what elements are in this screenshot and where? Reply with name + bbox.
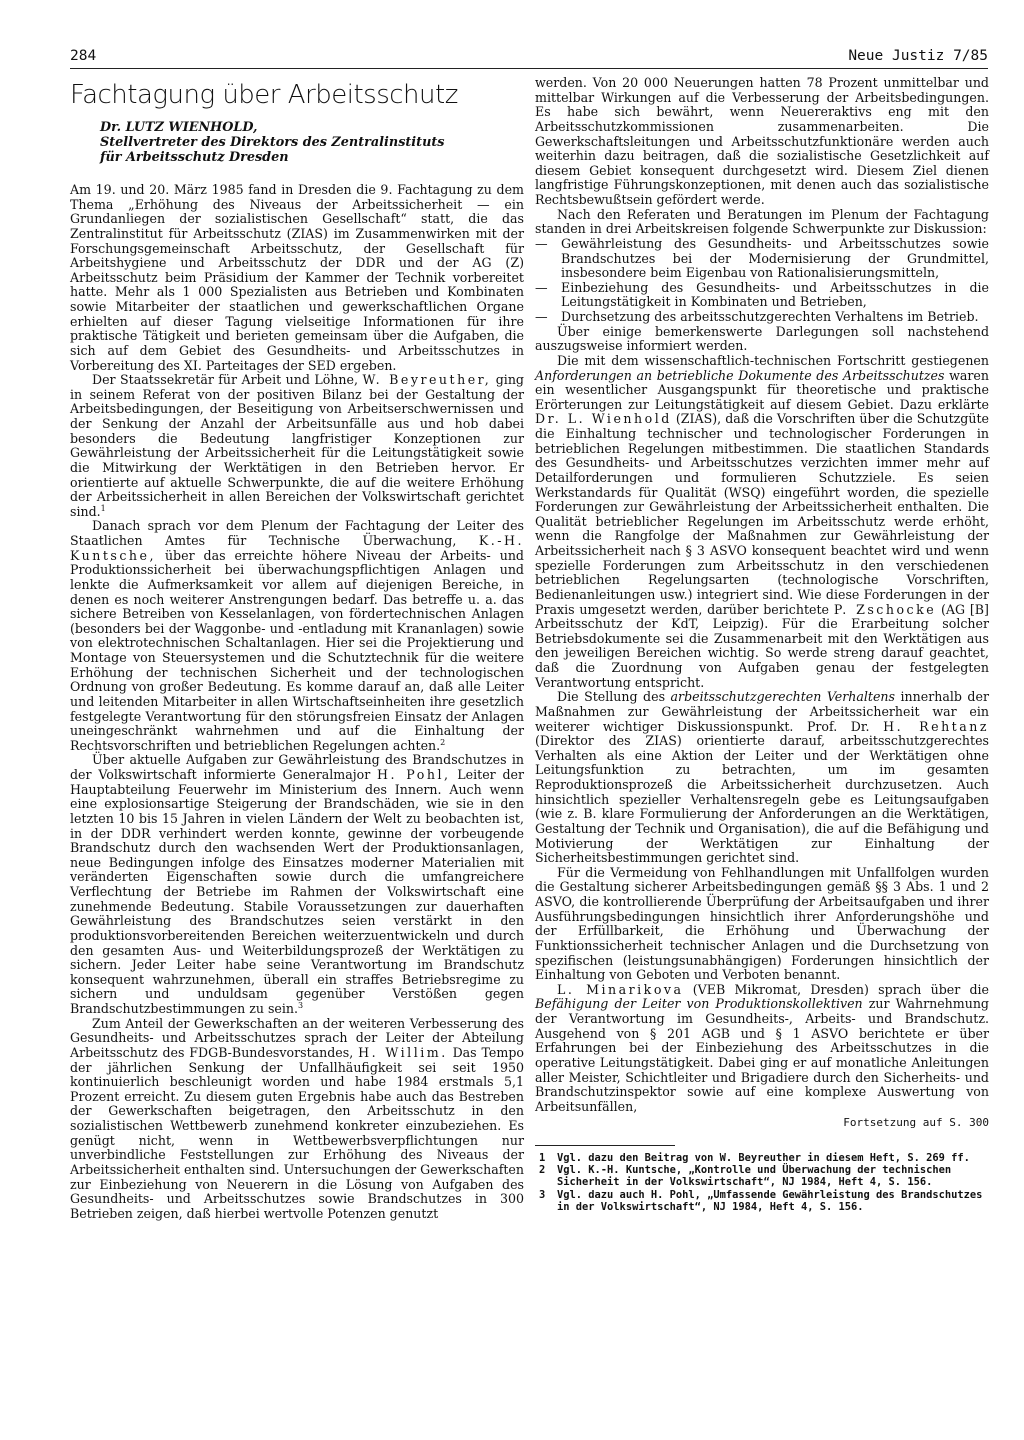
text-run: Die Stellung des	[557, 689, 666, 705]
text-run: Zum Anteil der Gewerkschaften an der weiteren Verbesserung des Gesundheits- und Arbeitsschutzes sprach der Leiter der Abteilung Arbeitsschutz des FDGB-Bundesvorstandes,	[70, 1015, 524, 1060]
footnote	[535, 1152, 989, 1164]
paragraph: Am 19. und 20. März 1985 fand in Dresden die 9. Fachtagung zu dem Thema „Erhöhung des Niveaus der Arbeitssicherheit — ein Grundanliegen der sozialistischen Gesellschaft“ statt, die das Zentralinstitut für Arbeitsschutz (ZIAS) im Zusammenwirken mit der Forschungsgemeinschaft Arbeitsschutz, der Gesellschaft für Arbeitshygiene und Arbeitsschutz der DDR und der AG (Z) Arbeitsschutz beim Präsidium der Kammer der Technik vorbereitet hatte. Mehr als 1 000 Spezialisten aus Betrieben und Kombinaten sowie Mitarbeiter der staatlichen und gewerkschaftlichen Organe erhielten auf dieser Tagung vielseitige Informationen für ihre praktische Tätigkeit und berieten gemeinsam über die Aufgaben, die sich auf dem Gebiet des Gesundheits- und Arbeitsschutzes in Vorbereitung des XI. Parteitages der SED ergeben.	[70, 182, 524, 373]
left-column	[70, 76, 524, 1221]
topic-list	[535, 237, 989, 325]
text-run: Das Tempo der jährlichen Senkung der Unfallhäufigkeit sei seit 1950 kontinuierlich beschleunigt worden und habe 1984 erstmals 5,1 Prozent erreicht. Zu diesem guten Ergebnis habe auch das Bestreben der Gewerkschaften beigetragen, den Arbeitsschutz in den sozialistischen Wettbewerb zunehmend konkreter einzubeziehen. Es genügt nicht, wenn in Wettbewerbsverpflichtungen nur unverbindliche Feststellungen zur Erhöhung des Niveaus der Arbeitssicherheit enthalten sind. Untersuchungen der Gewerkschaften zur Einbeziehung von Neuerern in die Lösung von Aufgaben des Gesundheits- und Arbeitsschutzes sowie Brandschutzes in 300 Betrieben zeigen, daß hierbei wertvolle Potenzen genutzt	[70, 1044, 524, 1221]
paragraph: Für die Vermeidung von Fehlhandlungen mit Unfallfolgen wurden die Gestaltung sicherer Arbeitsbedingungen gemäß §§ 3 Abs. 1 und 2 ASVO, die kontrollierende Überprüfung der Arbeitsaufgaben und ihrer Ausführungsbedingungen hinsichtlich ihrer Anforderungshöhe und der Erfüllbarkeit, die Erhöhung und Überwachung der Funktionssicherheit technischer Anlagen und die Durchsetzung von spezifischen (leistungsunabhängigen) Forderungen hinsichtlich der Einhaltung von Geboten und Verboten benannt.	[535, 864, 989, 983]
author-position: Stellvertreter des Direktors des Zentralinstituts	[100, 135, 445, 150]
right-column	[535, 76, 989, 1213]
footnote-text: Vgl. K.-H. Kuntsche, „Kontrolle und Überwachung der technischen Sicherheit in der Volkswirtschaft“, NJ 1984, Heft 4, S. 156.	[557, 1164, 952, 1189]
person-name: P. Zschocke	[833, 601, 937, 617]
text-run: (ZIAS), daß die Vorschriften über die Schutzgüte die Einhaltung technischer und technologischer Forderungen in betrieblichen Regelungen mitbestimmen. Die staatlichen Standards des Gesundheits- und Arbeitsschutzes verzichten immer mehr auf Detailforderungen und formulieren Schutzziele. Es seien Werkstandards für Qualität (WSQ) eingeführt worden, die spezielle Forderungen zur Gewährleistung der Arbeitssicherheit enthalten. Die Qualität betrieblicher Regelungen im Arbeitsschutz werde erhöht, wenn die Rangfolge der Maßnahmen zur Gewährleistung der Arbeitssicherheit nach § 3 ASVO konsequent beachtet wird und wenn spezielle Forderungen zum Arbeitsschutz in den verschiedenen betrieblichen Regelungsarten (technologische Vorschriften, Bedienanleitungen usw.) integriert sind. Wie diese Forderungen in der Praxis umgesetzt werden, darüber berichtete	[535, 411, 989, 617]
paragraph	[70, 753, 524, 1016]
journal-issue: Neue Justiz 7/85	[848, 48, 988, 64]
footnote-text: Vgl. dazu den Beitrag von W. Beyreuther in diesem Heft, S. 269 ff.	[557, 1152, 970, 1164]
text-run: innerhalb der Maßnahmen zur Gewährleistung der Arbeitssicherheit war ein weiterer wichtiger Diskussionspunkt. Prof. Dr.	[535, 689, 989, 734]
person-name: H. Pohl,	[377, 767, 451, 782]
text-run: zur Wahrnehmung der Verantwortung im Gesundheits-, Arbeits- und Brandschutz. Ausgehend von § 201 AGB und § 1 ASVO berichtete er über Erfahrungen bei der Einbeziehung des Arbeitsschutzes in die operative Leitungstätigkeit. Dabei ging er auf monatliche Anleitungen aller Meister, Schichtleiter und Brigadiere durch den Sicherheits- und Brandschutzinspektor sowie auf eine komplexe Auswertung von Arbeitsunfällen,	[535, 996, 989, 1114]
dash-marker: —	[535, 235, 548, 251]
footnote-number: 3	[539, 1188, 546, 1201]
author-institution: für Arbeitsschutz Dresden	[100, 150, 289, 165]
dash-marker: —	[535, 279, 548, 295]
paragraph: Nach den Referaten und Beratungen im Plenum der Fachtagung standen in drei Arbeitskreisen folgende Schwerpunkte zur Diskussion:	[535, 206, 989, 237]
paragraph: werden. Von 20 000 Neuerungen hatten 78 Prozent unmittelbar und mittelbar Wirkungen auf die Verbesserung der Arbeitsbedingungen. Es habe sich bewährt, wenn Neuereraktivs eng mit den Arbeitsschutzkommissionen zusammenarbeiten. Die Gewerkschaftsleitungen und Arbeitsschutzfunktionäre werden auch weiterhin dazu beitragen, daß die sozialistische Gesetzlichkeit auf diesem Gebiet konsequent durchgesetzt wird. Diesem Ziel dienen langfristige Führungskonzeptionen, mit denen auch das sozialistische Rechtsbewußtsein gefördert werde.	[535, 75, 989, 207]
paragraph	[70, 519, 524, 753]
footnote-text: Vgl. dazu auch H. Pohl, „Umfassende Gewährleistung des Brandschutzes in der Volkswirtschaft“, NJ 1984, Heft 4, S. 156.	[557, 1188, 983, 1213]
byline	[100, 120, 524, 165]
list-item	[535, 281, 989, 310]
footnote-number: 1	[539, 1152, 546, 1164]
text-run: ging in seinem Referat von der positiven Bilanz bei der Gestaltung der Arbeitsbedingungen, der Beseitigung von Arbeitserschwernissen und der Senkung der Anzahl der Arbeitsunfälle aus und hob dabei besonders die Bedeutung langfristiger Konzeptionen zur Gewährleistung der Arbeitssicherheit für die Leitungstätigkeit sowie die Mitwirkung der Werktätigen in den Betrieben hervor. Er orientierte auf aktuelle Schwerpunkte, die auf die weitere Erhöhung der Arbeitssicherheit in allen Bereichen der Volkswirtschaft gerichtet sind.	[70, 372, 524, 519]
person-name: L. Minarikova	[557, 981, 684, 997]
paragraph	[535, 983, 989, 1115]
person-name: Dr. L. Wienhold	[535, 411, 672, 427]
list-item-text: Durchsetzung des arbeitsschutzgerechten Verhaltens im Betrieb.	[561, 309, 979, 324]
continued-note: Fortsetzung auf S. 300	[843, 1116, 989, 1130]
list-item-text: Einbeziehung des Gesundheits- und Arbeitsschutzes in die Leitungstätigkeit in Kombinaten und Betrieben,	[561, 279, 989, 310]
emphasis: Befähigung der Leiter von Produktionskollektiven	[535, 996, 863, 1012]
footnote-ref: 1	[100, 503, 106, 513]
footnote-number: 2	[539, 1164, 546, 1177]
emphasis: arbeitsschutzgerechten Verhaltens	[670, 689, 895, 705]
list-item-text: Gewährleistung des Gesundheits- und Arbeitsschutzes sowie Brandschutzes bei der Modernisierung der Grundmittel, insbesondere beim Eigenbau von Rationalisierungsmitteln,	[561, 235, 989, 281]
person-name: W. Beyreuther,	[362, 372, 492, 388]
footnote-ref: 2	[440, 737, 446, 747]
article-title: Fachtagung über Arbeitsschutz	[70, 80, 458, 110]
page-number: 284	[70, 48, 97, 64]
footnote-ref: 3	[298, 1000, 304, 1010]
list-item	[535, 310, 989, 325]
paragraph: Über einige bemerkenswerte Darlegungen soll nachstehend auszugsweise informiert werden.	[535, 323, 989, 354]
person-name: H. Willim.	[358, 1044, 448, 1060]
paragraph	[535, 690, 989, 866]
text-run: über das erreichte höhere Niveau der Arbeits- und Produktionssicherheit bei überwachungspflichtigen Anlagen und lenkte die Aufmerksamkeit vor allem auf diejenigen Bereiche, in denen es noch weiterer Anstrengungen bedarf. Das betreffe u. a. das sichere Betreiben von Kesselanlagen, von fördertechnischen Anlagen (besonders bei der Waggonbe- und -entladung mit Krananlagen) sowie von elektrotechnischen Schaltanlagen. Hier sei die Projektierung und Montage von Steuersystemen und die Schutztechnik für die weitere Erhöhung der technischen Sicherheit und der technologischen Ordnung von großer Bedeutung. Es komme darauf an, daß alle Leiter und leitenden Mitarbeiter in allen Wirtschaftseinheiten ihre gesetzlich festgelegte Verantwortung für den störungsfreien Einsatz der Anlagen uneingeschränkt wahrnehmen und auf die Einhaltung der Rechtsvorschriften und betrieblichen Regelungen achten.	[70, 547, 524, 753]
text-run: Leiter der Hauptabteilung Feuerwehr im Ministerium des Innern. Auch wenn eine explosionsartige Steigerung der Brandschäden, wie sie in den letzten 10 bis 15 Jahren in vielen Ländern der Welt zu beobachten ist, in der DDR verhindert werden konnte, gewinne der vorbeugende Brandschutz durch den wachsenden Wert der Produktionsanlagen, neue Bedingungen infolge des Einsatzes moderner Materialien mit veränderten Eigenschaften sowie durch die umfangreichere Verflechtung der Betriebe im Rahmen der Volkswirtschaft eine zunehmende Bedeutung. Stabile Voraussetzungen zur dauerhaften Gewährleistung des Brandschutzes seien verstärkt in den produktionsvorbereitenden Bereichen weiterzuentwickeln und durch den gesamten Aus- und Weiterbildungsprozeß der Werktätigen zu sichern. Jeder Leiter habe seine Verantwortung im Brandschutz konsequent wahrzunehmen, überall ein straffes Betriebsregime zu sichern und unduldsam gegenüber Verstößen gegen Brandschutzbestimmungen zu sein.	[70, 767, 524, 1016]
author-name: Dr. LUTZ WIENHOLD,	[100, 120, 258, 135]
footnote	[535, 1189, 989, 1213]
paragraph	[70, 1017, 524, 1222]
text-run: waren ein wesentlicher Ausgangspunkt für theoretische und praktische Erörterungen zur Leitungstätigkeit auf diesem Gebiet. Dazu erklärte	[535, 367, 989, 412]
emphasis: Anforderungen an betriebliche Dokumente des Arbeitsschutzes	[535, 367, 945, 383]
person-name: H. Rehtanz	[883, 718, 989, 734]
text-run: (VEB Mikromat, Dresden) sprach über die	[692, 981, 990, 997]
paragraph	[535, 354, 989, 690]
person-name: K.-H. Kuntsche,	[70, 533, 524, 563]
list-item	[535, 237, 989, 281]
text-run: Danach sprach vor dem Plenum der Fachtagung der Leiter des Staatlichen Amtes für Technische Überwachung,	[70, 518, 524, 548]
footnote	[535, 1164, 989, 1188]
text-run: (AG [B] Arbeitsschutz der KdT, Leipzig). Für die Erarbeitung solcher Betriebsdokumente sei die Zusammenarbeit mit den Werktätigen aus den jeweiligen Bereichen wichtig. So werde streng darauf geachtet, daß die Zuordnung von Aufgaben genau der festgelegten Verantwortung entspricht.	[535, 601, 989, 690]
footnote-rule	[535, 1145, 675, 1146]
text-run: (Direktor des ZIAS) orientierte darauf, arbeitsschutzgerechtes Verhalten als eine Aktion der Leiter und der Werktätigen ohne Leitungsfunktion zu betrachten, um im gesamten Reproduktionsprozeß die Arbeitssicherheit durchzusetzen. Auch hinsichtlich spezieller Verhaltensregeln gebe es Leitungsaufgaben (wie z. B. klare Formulierung der Anforderungen an die Werktätigen, Gestaltung der Technik und Organisation), die auf die Befähigung und Motivierung der Werktätigen zur Einhaltung der Sicherheitsbestimmungen gerichtet sind.	[535, 733, 989, 866]
paragraph	[70, 373, 524, 519]
page-header	[70, 46, 988, 68]
text-run: Über aktuelle Aufgaben zur Gewährleistung des Brandschutzes in der Volkswirtschaft informierte Generalmajor	[70, 752, 524, 782]
dash-marker: —	[535, 309, 548, 324]
text-run: Die mit dem wissenschaftlich-technischen Fortschritt gestiegenen	[557, 352, 989, 368]
header-rule	[70, 68, 988, 69]
text-run: Der Staatssekretär für Arbeit und Löhne,	[92, 372, 358, 388]
